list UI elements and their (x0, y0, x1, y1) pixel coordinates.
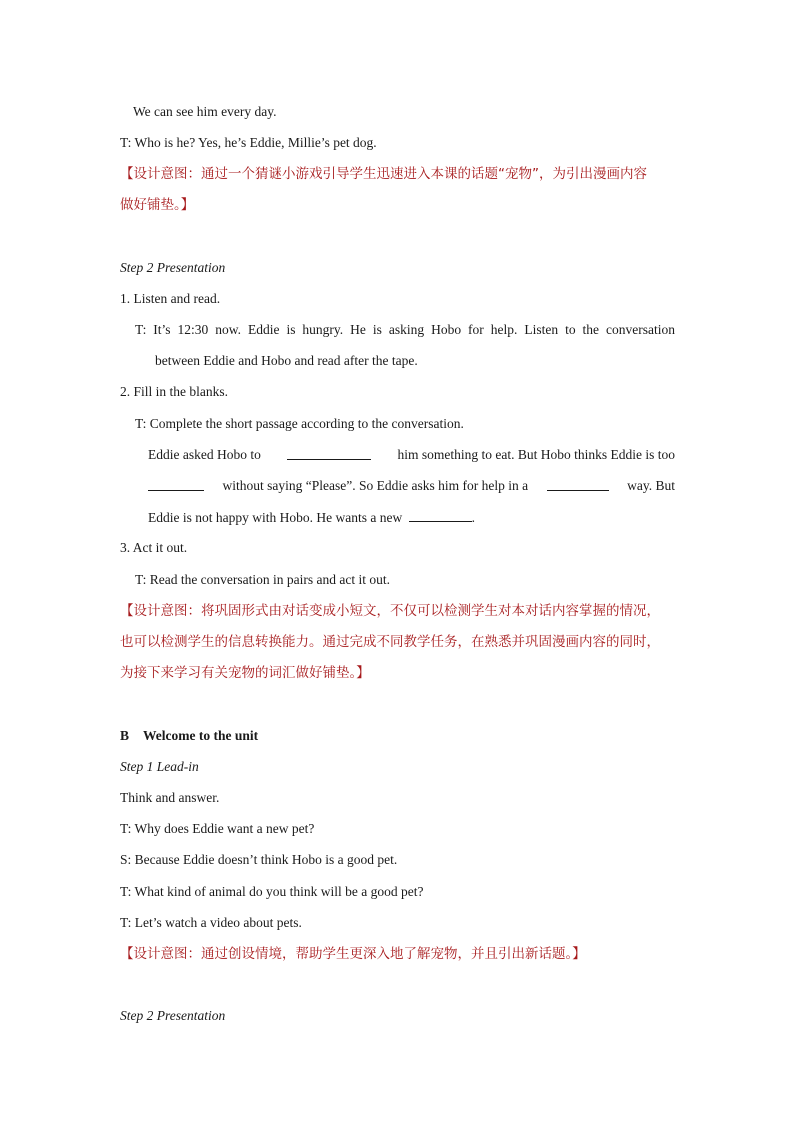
item-1-line-1: T: It’s 12:30 now. Eddie is hungry. He is asking Hobo for help. Listen to the conversation (135, 322, 675, 337)
item-1-line-2: between Eddie and Hobo and read after the tape. (155, 353, 418, 368)
passage-text: way. But (627, 478, 675, 493)
question-2: T: What kind of animal do you think will be a good pet? (120, 884, 424, 899)
step-2-heading-b: Step 2 Presentation (120, 1008, 226, 1023)
passage-text: Eddie is not happy with Hobo. He wants a new (148, 510, 403, 525)
passage-line-1 (148, 446, 675, 464)
item-3-title: 3. Act it out. (120, 540, 188, 555)
fill-blank-3[interactable] (547, 477, 609, 491)
step-1-heading: Step 1 Lead-in (120, 759, 199, 774)
fill-blank-2[interactable] (148, 477, 204, 491)
section-b-label: B (120, 728, 130, 743)
design-intent-note-1-line-1: 【设计意图：通过一个猜谜小游戏引导学生迅速进入本课的话题“宠物”，为引出漫画内容 (120, 166, 647, 182)
fill-blank-4[interactable] (409, 508, 472, 522)
design-intent-note-2-line-1: 【设计意图：将巩固形式由对话变成小短文，不仅可以检测学生对本对话内容掌握的情况， (120, 603, 660, 619)
intro-line-1: We can see him every day. (133, 104, 277, 119)
section-b-title: Welcome to the unit (143, 728, 259, 743)
design-intent-note-3: 【设计意图：通过创设情境，帮助学生更深入地了解宠物，并且引出新话题。】 (120, 946, 586, 962)
design-intent-note-1-line-2: 做好铺垫。】 (120, 197, 195, 213)
intro-line-2: T: Who is he? Yes, he’s Eddie, Millie’s pet dog. (120, 135, 377, 150)
item-2-title: 2. Fill in the blanks. (120, 384, 228, 399)
passage-line-3 (148, 508, 475, 527)
question-1: T: Why does Eddie want a new pet? (120, 821, 315, 836)
think-and-answer: Think and answer. (120, 790, 220, 805)
design-intent-note-2-line-2: 也可以检测学生的信息转换能力。通过完成不同教学任务，在熟悉并巩固漫画内容的同时， (120, 634, 660, 650)
passage-line-2 (148, 477, 675, 495)
question-3: T: Let’s watch a video about pets. (120, 915, 302, 930)
design-intent-note-2-line-3: 为接下来学习有关宠物的词汇做好铺垫。】 (120, 665, 370, 681)
item-2-instruction: T: Complete the short passage according to the conversation. (135, 416, 464, 431)
fill-blank-1[interactable] (287, 446, 371, 460)
answer-1: S: Because Eddie doesn’t think Hobo is a good pet. (120, 852, 398, 867)
passage-text: . (471, 510, 475, 525)
item-1-title: 1. Listen and read. (120, 291, 221, 306)
passage-text: him something to eat. But Hobo thinks Eddie is too (397, 447, 675, 462)
passage-text: Eddie asked Hobo to (148, 447, 261, 462)
item-3-instruction: T: Read the conversation in pairs and act it out. (135, 572, 391, 587)
step-2-heading: Step 2 Presentation (120, 260, 226, 275)
passage-text: without saying “Please”. So Eddie asks him for help in a (222, 478, 529, 493)
